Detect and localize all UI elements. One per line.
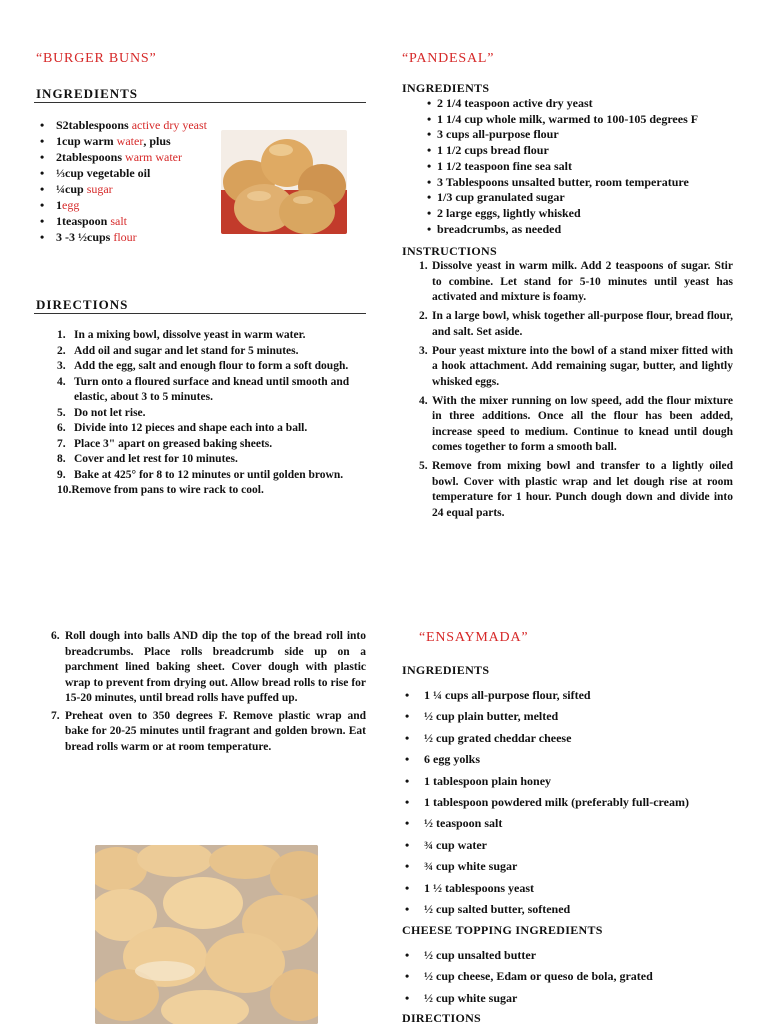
ingredient-amount: 1cup warm	[56, 134, 117, 148]
step-text: Turn onto a floured surface and knead until smooth and elastic, about 3 to 5 minutes.	[74, 375, 350, 403]
burger-directions-heading: DIRECTIONS	[36, 297, 129, 312]
list-item: • 1 tablespoon powdered milk (preferably full-cream)	[402, 794, 752, 815]
ingredient-name: water	[116, 134, 144, 148]
ingredient-name: warm water	[125, 150, 183, 164]
step-number: 6.	[57, 422, 66, 434]
list-item	[36, 229, 206, 245]
step-number: 7.	[51, 709, 60, 722]
list-item: • breadcrumbs, as needed	[427, 222, 747, 238]
step-number: 8.	[57, 453, 66, 465]
ingredient-amount: ⅓cup vegetable oil	[56, 166, 151, 180]
step-text: Place 3" apart on greased baking sheets.	[74, 437, 273, 450]
list-item	[36, 165, 206, 181]
step-text: Roll dough into balls AND dip the top of the bread roll into breadcrumbs. Place rolls breadcrumb side up on a parchment lined baking sheet. Cover dough with plastic wrap to prevent from drying out. Allow bread rolls to rise for 15-20 minutes, until bread rolls have puffed up.	[65, 630, 366, 704]
step-number: 10.	[57, 484, 72, 496]
step-number: 2.	[419, 310, 428, 322]
ensaymada-ingredients-list	[402, 687, 752, 922]
step-text: Divide into 12 pieces and shape each into a ball.	[74, 422, 308, 434]
list-item: • ½ cup grated cheddar cheese	[402, 730, 752, 751]
step-number: 4.	[419, 394, 428, 407]
list-item	[36, 213, 206, 229]
list-item: • 1 ¼ cups all-purpose flour, sifted	[402, 687, 752, 708]
step-text: Bake at 425° for 8 to 12 minutes or until golden brown.	[74, 468, 344, 481]
step-number: 1.	[419, 260, 428, 272]
list-item	[57, 328, 357, 344]
list-item	[57, 437, 357, 453]
list-item: • 6 egg yolks	[402, 751, 752, 772]
step-text: Preheat oven to 350 degrees F. Remove plastic wrap and bake for 20-25 minutes until fragrant and golden brown. Eat bread rolls warm or at room temperature.	[65, 709, 366, 753]
list-item: • ½ cup unsalted butter	[402, 947, 752, 968]
ingredient-amount: 1teaspoon	[56, 214, 111, 228]
step-number: 6.	[51, 630, 60, 642]
pandesal-photo	[95, 845, 318, 1024]
list-item: • ¾ cup water	[402, 837, 752, 858]
step-text: In a mixing bowl, dissolve yeast in warm water.	[74, 329, 306, 341]
burger-directions-list	[57, 328, 357, 499]
step-text: In a large bowl, whisk together all-purpose flour, bread flour, and salt. Set aside.	[432, 310, 733, 338]
ensaymada-topping-heading: CHEESE TOPPING INGREDIENTS	[402, 923, 603, 937]
ingredient-amount: 1	[56, 198, 62, 212]
ensaymada-title: “ENSAYMADA”	[419, 630, 529, 645]
step-number: 4.	[57, 375, 66, 388]
divider	[34, 102, 366, 103]
ingredient-note: , plus	[143, 134, 171, 148]
list-item	[57, 483, 357, 499]
divider	[34, 313, 366, 314]
step-number: 7.	[57, 437, 66, 450]
ensaymada-topping-list	[402, 947, 752, 1011]
step-text: Remove from mixing bowl and transfer to a lightly oiled bowl. Cover with plastic wrap and let dough rise at room temperature for 1 hour. Punch dough down and divide into 24 equal parts.	[432, 460, 733, 519]
list-item	[57, 375, 357, 406]
ingredient-amount: 3 -3 ½cups	[56, 230, 114, 244]
burger-title: “BURGER BUNS”	[36, 51, 157, 66]
list-item: • 1 1/2 cups bread flour	[427, 143, 747, 159]
ingredient-name: sugar	[86, 182, 113, 196]
list-item: • ½ cup white sugar	[402, 990, 752, 1011]
list-item	[36, 197, 206, 213]
ingredient-name: flour	[113, 230, 137, 244]
burger-ingredients-list	[36, 117, 206, 245]
step-number: 3.	[57, 360, 66, 372]
step-number: 2.	[57, 344, 66, 357]
step-text: Dissolve yeast in warm milk. Add 2 teaspoons of sugar. Stir to combine. Let stand for 5-10 minutes until yeast has activated and mixture is foamy.	[432, 260, 733, 303]
step-text: Pour yeast mixture into the bowl of a stand mixer fitted with a hook attachment. Add remaining sugar, butter, and lightly whisked eggs.	[432, 344, 733, 388]
list-item	[57, 468, 357, 484]
step-number: 5.	[57, 406, 66, 419]
list-item	[36, 181, 206, 197]
burger-buns-photo	[221, 130, 347, 234]
ingredient-name: egg	[62, 198, 80, 212]
list-item	[57, 344, 357, 360]
step-text: With the mixer running on low speed, add the flour mixture in three additions. Once all the flour has been added, increase speed to medium. Continue to knead until dough comes together to form a smooth ball.	[432, 394, 733, 453]
pandesal-title: “PANDESAL”	[402, 51, 495, 66]
ensaymada-ingredients-heading: INGREDIENTS	[402, 663, 490, 677]
list-item	[57, 359, 357, 375]
pandesal-ingredients-list	[427, 96, 747, 237]
step-number: 9.	[57, 468, 66, 481]
list-item: • ¾ cup white sugar	[402, 858, 752, 879]
list-item	[36, 117, 208, 133]
list-item: • ½ cup plain butter, melted	[402, 708, 752, 729]
step-number: 3.	[419, 344, 428, 357]
step-text: Cover and let rest for 10 minutes.	[74, 453, 238, 465]
list-item	[57, 452, 357, 468]
pandesal-continued-list	[51, 629, 366, 757]
list-item: • 3 cups all-purpose flour	[427, 127, 747, 143]
step-text: Add oil and sugar and let stand for 5 minutes.	[74, 344, 299, 357]
burger-ingredients-heading: INGREDIENTS	[36, 86, 139, 101]
pandesal-ingredients-heading: INGREDIENTS	[402, 81, 490, 95]
list-item	[419, 309, 733, 340]
list-item: • ½ teaspoon salt	[402, 815, 752, 836]
list-item	[419, 259, 733, 306]
ingredient-amount: ¼cup	[56, 182, 87, 196]
ingredient-amount: 2tablespoons	[56, 150, 126, 164]
pandesal-instructions-list	[419, 259, 733, 525]
step-number: 1.	[57, 329, 66, 341]
ingredient-name: active dry yeast	[131, 118, 208, 132]
ingredient-amount: S2tablespoons	[56, 118, 132, 132]
step-text: Remove from pans to wire rack to cool.	[71, 484, 264, 496]
pandesal-instructions-heading: INSTRUCTIONS	[402, 244, 497, 258]
list-item: • 1/3 cup granulated sugar	[427, 190, 747, 206]
list-item: • 1 1/2 teaspoon fine sea salt	[427, 159, 747, 175]
ensaymada-directions-heading: DIRECTIONS	[402, 1011, 482, 1025]
list-item	[57, 421, 357, 437]
list-item: • 1 1/4 cup whole milk, warmed to 100-105 degrees F	[427, 112, 747, 128]
ingredient-name: salt	[110, 214, 128, 228]
list-item	[419, 394, 733, 456]
list-item: • 2 1/4 teaspoon active dry yeast	[427, 96, 747, 112]
list-item: • 1 ½ tablespoons yeast	[402, 880, 752, 901]
step-number: 5.	[419, 460, 428, 472]
list-item	[419, 344, 733, 391]
step-text: Do not let rise.	[74, 406, 146, 419]
list-item	[419, 459, 733, 521]
list-item	[36, 133, 206, 149]
step-text: Add the egg, salt and enough flour to form a soft dough.	[74, 360, 349, 372]
list-item	[51, 709, 366, 756]
list-item: • 3 Tablespoons unsalted butter, room temperature	[427, 175, 747, 191]
list-item	[51, 629, 366, 707]
list-item: • 1 tablespoon plain honey	[402, 773, 752, 794]
list-item	[57, 406, 357, 422]
list-item: • ½ cup cheese, Edam or queso de bola, grated	[402, 968, 752, 989]
list-item: • ½ cup salted butter, softened	[402, 901, 752, 922]
list-item	[36, 149, 206, 165]
list-item: • 2 large eggs, lightly whisked	[427, 206, 747, 222]
